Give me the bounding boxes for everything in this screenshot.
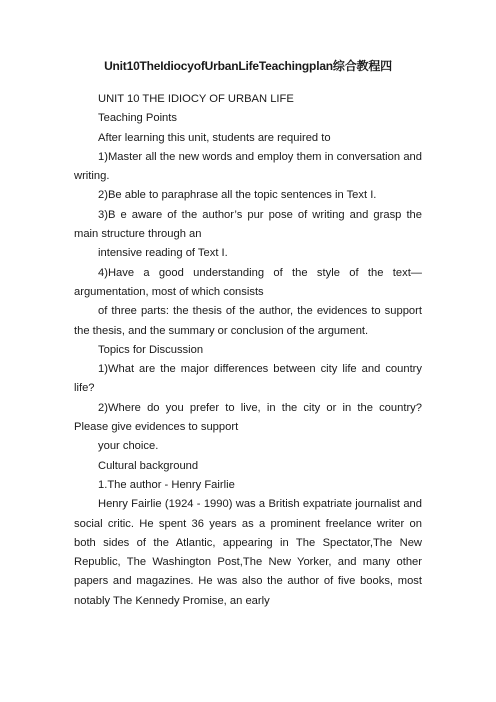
document-title: Unit10TheIdiocyofUrbanLifeTeachingplan综合教程四 xyxy=(104,59,392,73)
list-item: 1)What are the major differences between city life and country life? xyxy=(74,363,422,395)
body-paragraph: After learning this unit, students are required to xyxy=(98,131,331,144)
list-item-continuation: intensive reading of Text I. xyxy=(98,247,228,260)
list-item: 3)B e aware of the author’s pur pose of writing and grasp the main structure through an xyxy=(74,208,422,241)
list-item-continuation: of three parts: the thesis of the author, the evidences to support the thesis, and the summary or conclusion of the argument. xyxy=(74,305,422,337)
unit-heading: UNIT 10 THE IDIOCY OF URBAN LIFE xyxy=(98,93,294,105)
list-item: 2)Be able to paraphrase all the topic sentences in Text I. xyxy=(98,189,377,202)
list-item-continuation: your choice. xyxy=(98,440,159,453)
list-item: 4)Have a good understanding of the style of the text—argumentation, most of which consists xyxy=(74,266,422,298)
list-item: 2)Where do you prefer to live, in the city or in the country? Please give evidences to support xyxy=(74,401,422,434)
subsection-heading-author: 1.The author - Henry Fairlie xyxy=(98,478,235,491)
section-heading-cultural-background: Cultural background xyxy=(98,459,199,472)
section-heading-teaching-points: Teaching Points xyxy=(98,112,177,125)
list-item: 1)Master all the new words and employ them in conversation and writing. xyxy=(74,150,422,183)
body-paragraph: Henry Fairlie (1924 - 1990) was a British expatriate journalist and social critic. He spent 36 years as a prominent freelance writer on both sides of the Atlantic, appearing in The Spectator,The New Republic, The Washington Post,The New Yorker, and many other papers and magazines. He was also the author of five books, most notably The Kennedy Promise, an early xyxy=(74,498,422,607)
section-heading-topics: Topics for Discussion xyxy=(98,343,204,356)
